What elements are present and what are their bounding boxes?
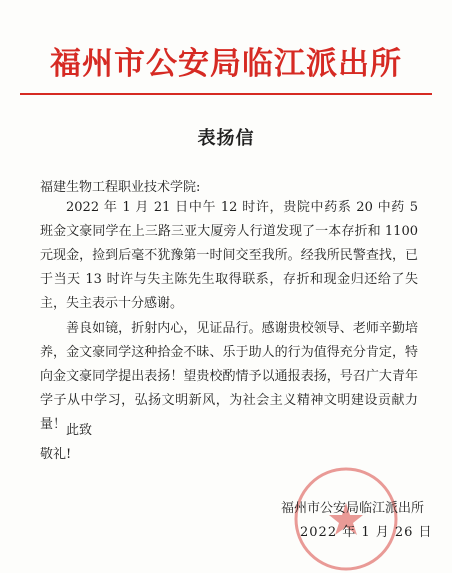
letterhead-organization: 福州市公安局临江派出所 (50, 46, 402, 82)
official-seal-icon (292, 465, 400, 573)
letter-paragraph-2: 善良如镜，折射内心，见证品行。感谢贵校领导、老师辛勤培养，金文豪同学这种拾金不昧、乐于助人的行为值得充分肯定，特向金文豪同学提出表扬！望贵校酌情予以通报表扬，号召广大青年学子从中学习，弘扬文明新风，为社会主义精神文明建设贡献力量！ (40, 321, 418, 432)
signature-organization: 福州市公安局临江派出所 (281, 501, 425, 516)
letterhead-divider (20, 93, 432, 95)
letter-paragraph-1: 2022 年 1 月 21 日中午 12 时许，贵院中药系 20 中药 5 班金文豪同学在上三路三亚大厦旁人行道发现了一本存折和 1100 元现金，捡到后毫不犹豫第一时间交至我所。经我所民警查找，已于当天 13 时许与失主陈先生取得联系，存折和现金归还给了失主，失主表示十分感谢。 (40, 200, 418, 311)
letter-salutation: 福建生物工程职业技术学院: (40, 180, 201, 195)
signature-date: 2022 年 1 月 26 日 (300, 525, 433, 540)
letter-title: 表扬信 (197, 128, 255, 149)
letter-closing-line-1: 此致 (66, 423, 93, 438)
letter-closing-line-2: 敬礼! (40, 447, 72, 462)
